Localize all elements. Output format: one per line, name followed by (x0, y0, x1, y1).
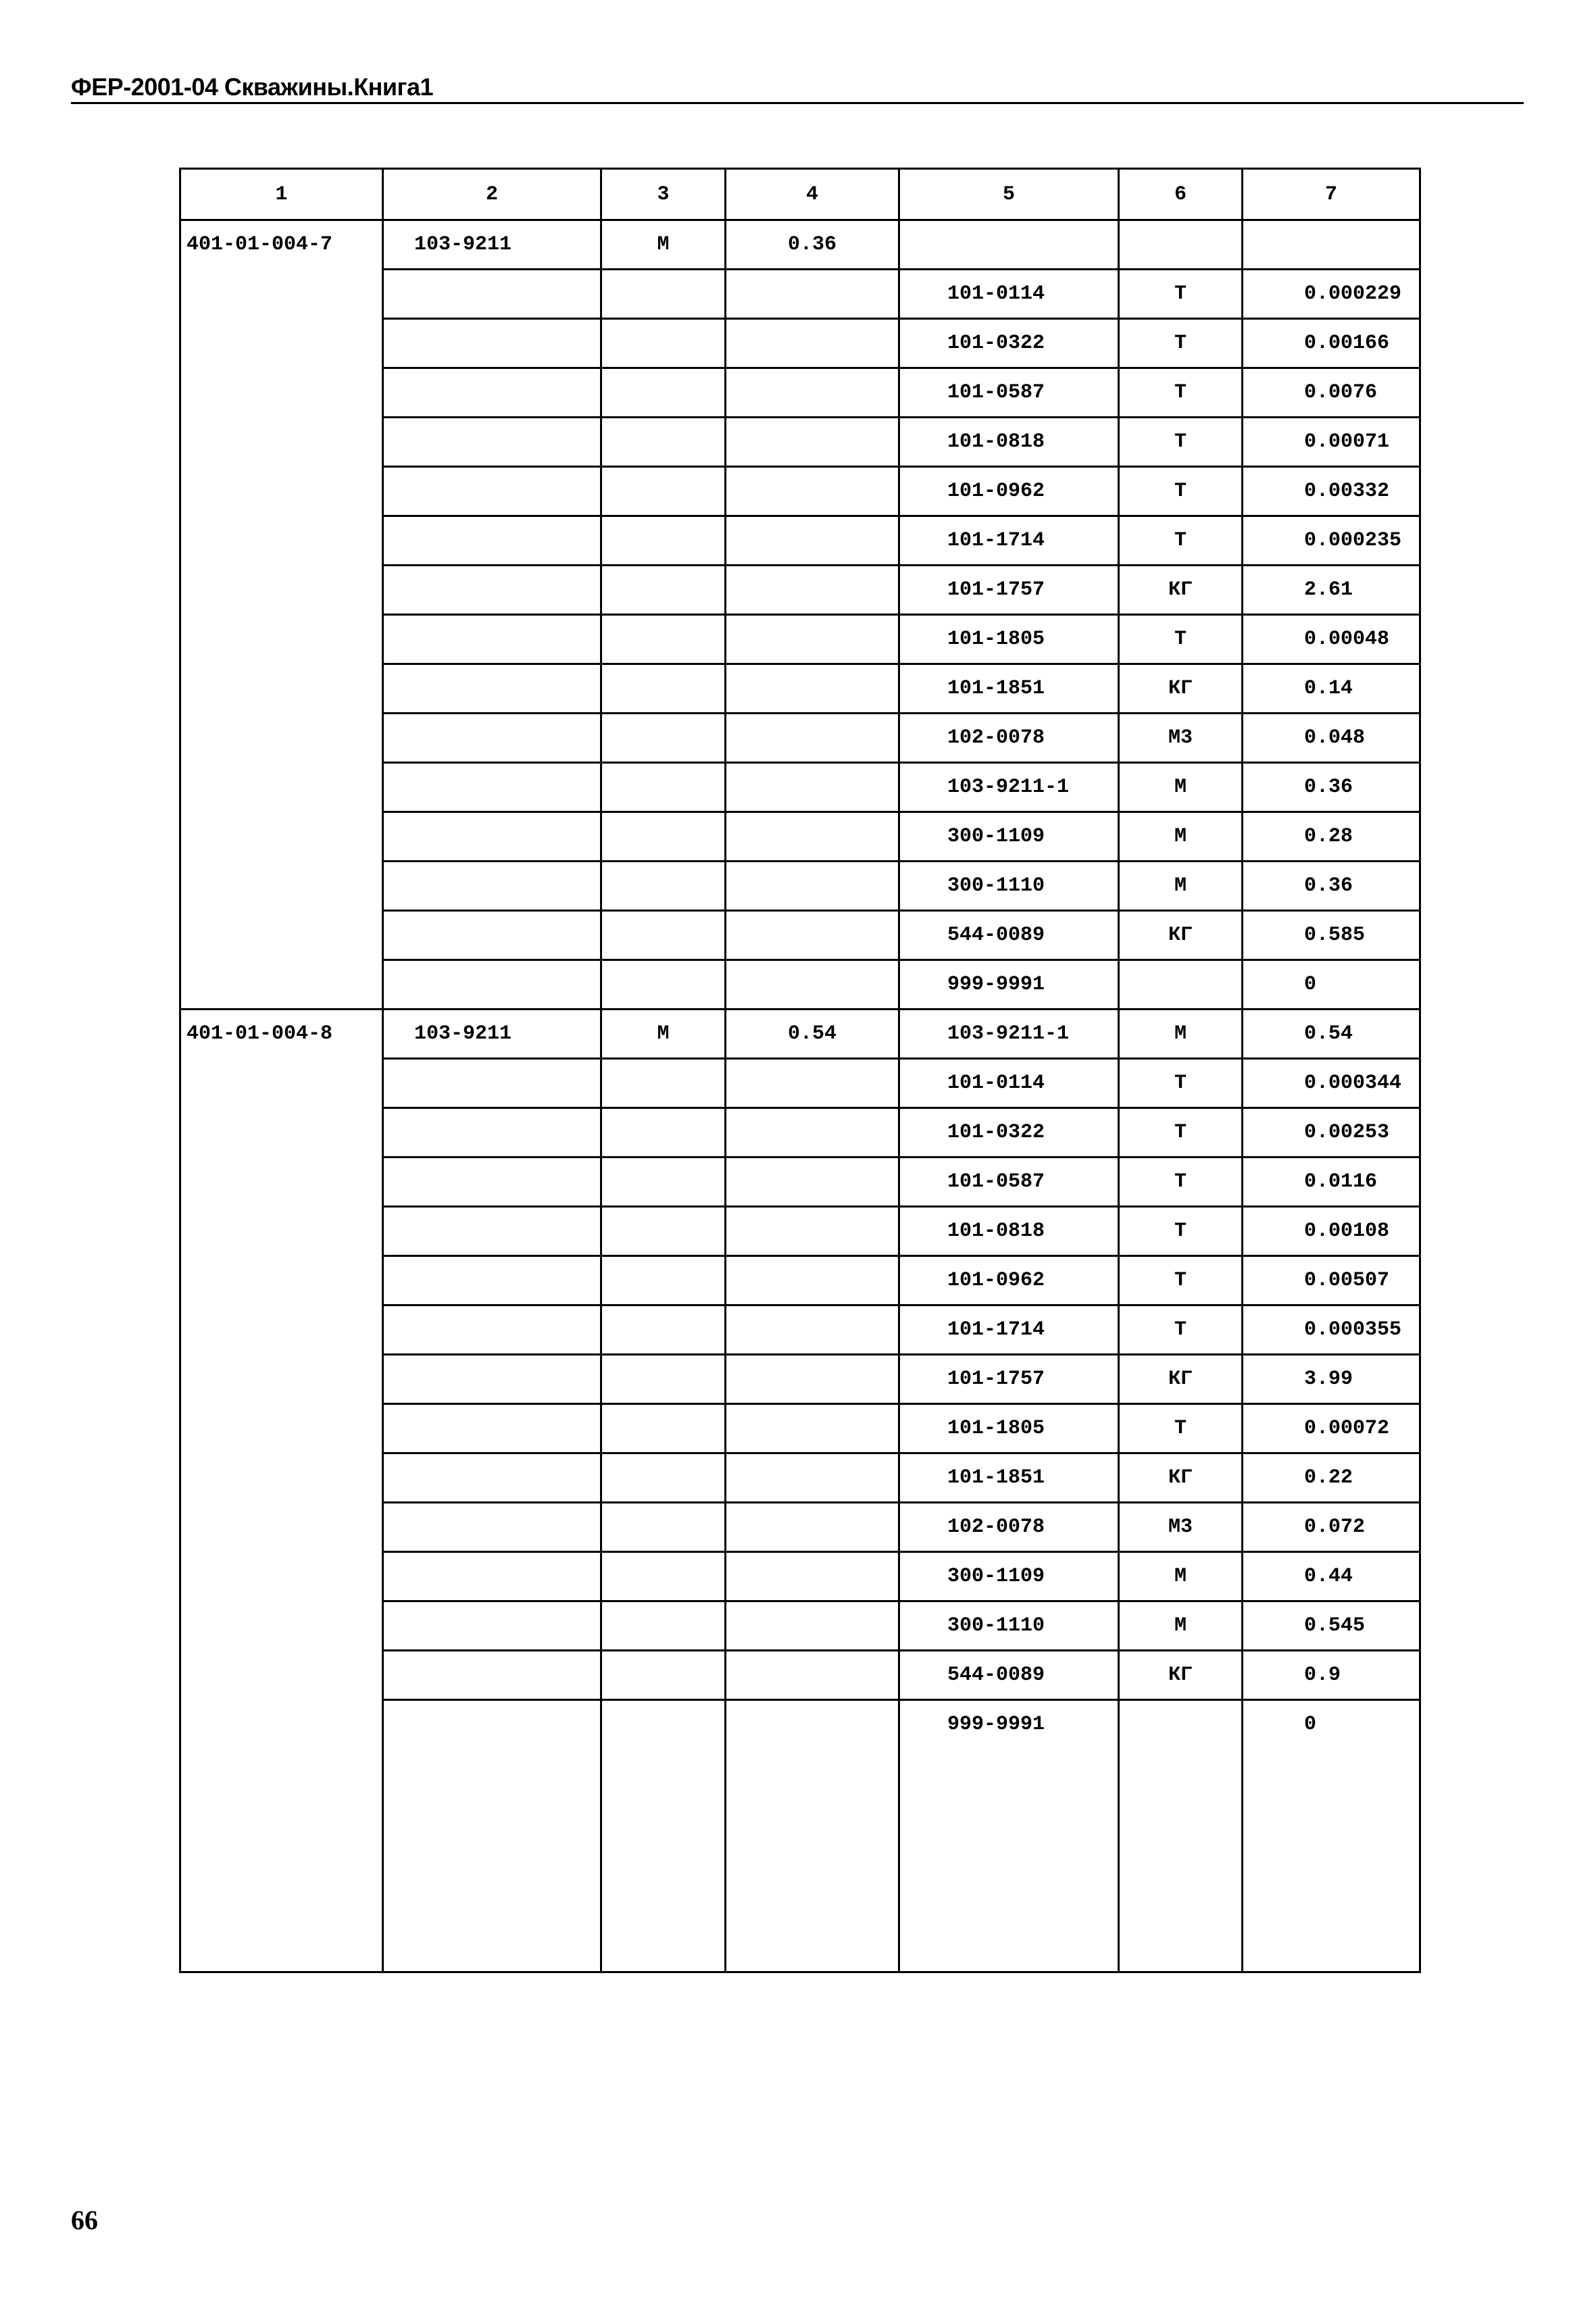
material-qty-cell: 0.28 (1243, 812, 1420, 862)
rate-code-cell: 401-01-004-8 (180, 1010, 383, 1972)
rate-code-cell: 401-01-004-7 (180, 220, 383, 1010)
unit-cell: М (601, 1010, 726, 1059)
quantity-cell (726, 664, 899, 714)
resource-cell (383, 664, 601, 714)
resource-cell (383, 1503, 601, 1552)
material-qty-cell: 0.36 (1243, 763, 1420, 812)
material-unit-cell: КГ (1119, 566, 1243, 615)
quantity-cell (726, 960, 899, 1010)
material-code-cell: 101-1851 (899, 1453, 1119, 1503)
resource-cell (383, 1700, 601, 1749)
material-code-cell (899, 220, 1119, 270)
quantity-cell (726, 763, 899, 812)
table-row (180, 220, 1420, 270)
material-qty-cell: 0.00166 (1243, 319, 1420, 368)
material-qty-cell: 0.0116 (1243, 1158, 1420, 1207)
material-code-cell: 102-0078 (899, 1503, 1119, 1552)
column-header: 6 (1119, 169, 1243, 220)
quantity-cell (726, 516, 899, 566)
unit-cell (601, 418, 726, 467)
unit-cell (601, 1552, 726, 1601)
resource-cell (383, 1256, 601, 1305)
unit-cell (601, 1059, 726, 1108)
quantity-cell (726, 1651, 899, 1700)
quantity-cell (726, 1700, 899, 1749)
material-code-cell: 999-9991 (899, 960, 1119, 1010)
unit-cell (601, 516, 726, 566)
material-qty-cell: 0.545 (1243, 1601, 1420, 1651)
material-code-cell: 544-0089 (899, 911, 1119, 960)
quantity-cell (726, 1552, 899, 1601)
material-code-cell: 101-0322 (899, 1108, 1119, 1158)
column-header-row (180, 169, 1420, 220)
material-code-cell: 101-0962 (899, 467, 1119, 516)
quantity-cell (726, 714, 899, 763)
unit-cell (601, 714, 726, 763)
material-qty-cell: 0.00253 (1243, 1108, 1420, 1158)
material-qty-cell: 0.44 (1243, 1552, 1420, 1601)
material-unit-cell (1119, 960, 1243, 1010)
material-unit-cell: М3 (1119, 714, 1243, 763)
material-code-cell: 544-0089 (899, 1651, 1119, 1700)
material-qty-cell: 0.36 (1243, 862, 1420, 911)
resource-cell (383, 1404, 601, 1453)
material-unit-cell: М3 (1119, 1503, 1243, 1552)
resource-cell (383, 960, 601, 1010)
unit-cell (601, 862, 726, 911)
material-qty-cell: 0 (1243, 960, 1420, 1010)
unit-cell (601, 467, 726, 516)
material-qty-cell: 3.99 (1243, 1355, 1420, 1404)
resource-cell (383, 467, 601, 516)
material-qty-cell: 0.14 (1243, 664, 1420, 714)
material-qty-cell: 0.000229 (1243, 270, 1420, 319)
resource-cell (383, 1552, 601, 1601)
quantity-cell (726, 862, 899, 911)
material-code-cell: 101-0587 (899, 1158, 1119, 1207)
material-unit-cell: Т (1119, 516, 1243, 566)
quantity-cell (726, 1207, 899, 1256)
material-unit-cell: КГ (1119, 1355, 1243, 1404)
unit-cell (601, 1601, 726, 1651)
unit-cell (601, 1453, 726, 1503)
material-qty-cell: 0.00048 (1243, 615, 1420, 664)
resource-cell (383, 812, 601, 862)
unit-cell (601, 1404, 726, 1453)
material-unit-cell: Т (1119, 467, 1243, 516)
material-qty-cell: 0 (1243, 1700, 1420, 1749)
resource-cell (383, 1651, 601, 1700)
material-code-cell: 101-0818 (899, 418, 1119, 467)
unit-cell (601, 763, 726, 812)
unit-cell (601, 1355, 726, 1404)
material-unit-cell: М (1119, 1601, 1243, 1651)
material-unit-cell: КГ (1119, 1453, 1243, 1503)
material-qty-cell: 0.00332 (1243, 467, 1420, 516)
page-number: 66 (71, 2205, 98, 2235)
material-code-cell: 102-0078 (899, 714, 1119, 763)
material-code-cell: 103-9211-1 (899, 1010, 1119, 1059)
material-unit-cell: Т (1119, 1158, 1243, 1207)
quantity-cell (726, 1601, 899, 1651)
material-unit-cell: Т (1119, 1305, 1243, 1355)
material-unit-cell: М (1119, 1010, 1243, 1059)
material-qty-cell: 0.585 (1243, 911, 1420, 960)
material-unit-cell: Т (1119, 1256, 1243, 1305)
unit-cell (601, 1305, 726, 1355)
material-code-cell: 300-1110 (899, 1601, 1119, 1651)
material-unit-cell: Т (1119, 1108, 1243, 1158)
material-unit-cell: Т (1119, 1207, 1243, 1256)
material-unit-cell: Т (1119, 615, 1243, 664)
material-qty-cell: 0.00507 (1243, 1256, 1420, 1305)
material-qty-cell: 2.61 (1243, 566, 1420, 615)
empty-cell (1119, 1748, 1243, 1972)
quantity-cell (726, 1256, 899, 1305)
material-code-cell: 300-1109 (899, 812, 1119, 862)
material-code-cell: 300-1109 (899, 1552, 1119, 1601)
material-unit-cell: КГ (1119, 664, 1243, 714)
material-code-cell: 101-0114 (899, 270, 1119, 319)
resource-cell (383, 1305, 601, 1355)
unit-cell (601, 368, 726, 418)
resource-cell: 103-9211 (383, 220, 601, 270)
quantity-cell (726, 566, 899, 615)
material-qty-cell: 0.072 (1243, 1503, 1420, 1552)
resource-cell (383, 1601, 601, 1651)
unit-cell: М (601, 220, 726, 270)
material-unit-cell: КГ (1119, 911, 1243, 960)
column-header: 7 (1243, 169, 1420, 220)
resource-cell (383, 1355, 601, 1404)
material-qty-cell: 0.0076 (1243, 368, 1420, 418)
unit-cell (601, 1207, 726, 1256)
page-header-title: ФЕР-2001-04 Скважины.Книга1 (71, 73, 434, 101)
quantity-cell (726, 319, 899, 368)
material-code-cell: 300-1110 (899, 862, 1119, 911)
unit-cell (601, 960, 726, 1010)
material-unit-cell: Т (1119, 368, 1243, 418)
material-qty-cell: 0.00108 (1243, 1207, 1420, 1256)
material-code-cell: 101-0962 (899, 1256, 1119, 1305)
material-code-cell: 101-1714 (899, 1305, 1119, 1355)
quantity-cell (726, 812, 899, 862)
material-code-cell: 101-0818 (899, 1207, 1119, 1256)
material-code-cell: 999-9991 (899, 1700, 1119, 1749)
empty-cell (383, 1748, 601, 1972)
material-unit-cell (1119, 1700, 1243, 1749)
empty-cell (601, 1748, 726, 1972)
resource-cell (383, 566, 601, 615)
material-unit-cell: Т (1119, 1059, 1243, 1108)
quantity-cell (726, 467, 899, 516)
quantity-cell (726, 1059, 899, 1108)
resource-cell (383, 911, 601, 960)
unit-cell (601, 911, 726, 960)
material-qty-cell: 0.048 (1243, 714, 1420, 763)
material-qty-cell: 0.00072 (1243, 1404, 1420, 1453)
material-code-cell: 101-0587 (899, 368, 1119, 418)
column-header: 5 (899, 169, 1119, 220)
material-unit-cell: КГ (1119, 1651, 1243, 1700)
column-header: 1 (180, 169, 383, 220)
empty-cell (899, 1748, 1119, 1972)
column-header: 4 (726, 169, 899, 220)
resource-cell (383, 1059, 601, 1108)
material-unit-cell: Т (1119, 319, 1243, 368)
unit-cell (601, 1108, 726, 1158)
material-code-cell: 103-9211-1 (899, 763, 1119, 812)
resource-cell (383, 1108, 601, 1158)
material-code-cell: 101-1757 (899, 566, 1119, 615)
quantity-cell (726, 1503, 899, 1552)
unit-cell (601, 664, 726, 714)
resource-cell (383, 418, 601, 467)
material-qty-cell: 0.000355 (1243, 1305, 1420, 1355)
material-qty-cell: 0.9 (1243, 1651, 1420, 1700)
material-unit-cell: М (1119, 812, 1243, 862)
resource-cell (383, 615, 601, 664)
material-unit-cell: М (1119, 1552, 1243, 1601)
material-qty-cell: 0.54 (1243, 1010, 1420, 1059)
unit-cell (601, 1700, 726, 1749)
unit-cell (601, 1256, 726, 1305)
material-qty-cell: 0.22 (1243, 1453, 1420, 1503)
quantity-cell (726, 1404, 899, 1453)
header-rule (71, 102, 1524, 104)
material-unit-cell: М (1119, 763, 1243, 812)
resource-cell (383, 270, 601, 319)
column-header: 2 (383, 169, 601, 220)
resource-cell (383, 516, 601, 566)
material-code-cell: 101-0322 (899, 319, 1119, 368)
material-qty-cell (1243, 220, 1420, 270)
quantity-cell (726, 1108, 899, 1158)
quantity-cell (726, 1355, 899, 1404)
resource-cell (383, 1207, 601, 1256)
resource-cell (383, 763, 601, 812)
quantity-cell (726, 1453, 899, 1503)
material-unit-cell: М (1119, 862, 1243, 911)
quantity-cell (726, 368, 899, 418)
quantity-cell (726, 1305, 899, 1355)
material-unit-cell: Т (1119, 418, 1243, 467)
unit-cell (601, 812, 726, 862)
material-code-cell: 101-0114 (899, 1059, 1119, 1108)
empty-cell (726, 1748, 899, 1972)
unit-cell (601, 270, 726, 319)
unit-cell (601, 319, 726, 368)
resource-cell (383, 319, 601, 368)
material-code-cell: 101-1851 (899, 664, 1119, 714)
resource-cell (383, 1158, 601, 1207)
column-header: 3 (601, 169, 726, 220)
quantity-cell: 0.54 (726, 1010, 899, 1059)
material-qty-cell: 0.000344 (1243, 1059, 1420, 1108)
quantity-cell (726, 270, 899, 319)
unit-cell (601, 1651, 726, 1700)
material-unit-cell (1119, 220, 1243, 270)
resource-cell: 103-9211 (383, 1010, 601, 1059)
resource-cell (383, 1453, 601, 1503)
quantity-cell (726, 418, 899, 467)
resource-cell (383, 368, 601, 418)
quantity-cell (726, 615, 899, 664)
material-code-cell: 101-1757 (899, 1355, 1119, 1404)
material-qty-cell: 0.000235 (1243, 516, 1420, 566)
resource-cell (383, 714, 601, 763)
unit-cell (601, 1158, 726, 1207)
resource-cell (383, 862, 601, 911)
material-unit-cell: Т (1119, 1404, 1243, 1453)
unit-cell (601, 1503, 726, 1552)
material-unit-cell: Т (1119, 270, 1243, 319)
quantity-cell: 0.36 (726, 220, 899, 270)
empty-cell (1243, 1748, 1420, 1972)
resource-table (179, 168, 1421, 1973)
material-qty-cell: 0.00071 (1243, 418, 1420, 467)
unit-cell (601, 615, 726, 664)
quantity-cell (726, 911, 899, 960)
quantity-cell (726, 1158, 899, 1207)
material-code-cell: 101-1805 (899, 615, 1119, 664)
material-code-cell: 101-1805 (899, 1404, 1119, 1453)
unit-cell (601, 566, 726, 615)
material-code-cell: 101-1714 (899, 516, 1119, 566)
table-row (180, 1010, 1420, 1059)
